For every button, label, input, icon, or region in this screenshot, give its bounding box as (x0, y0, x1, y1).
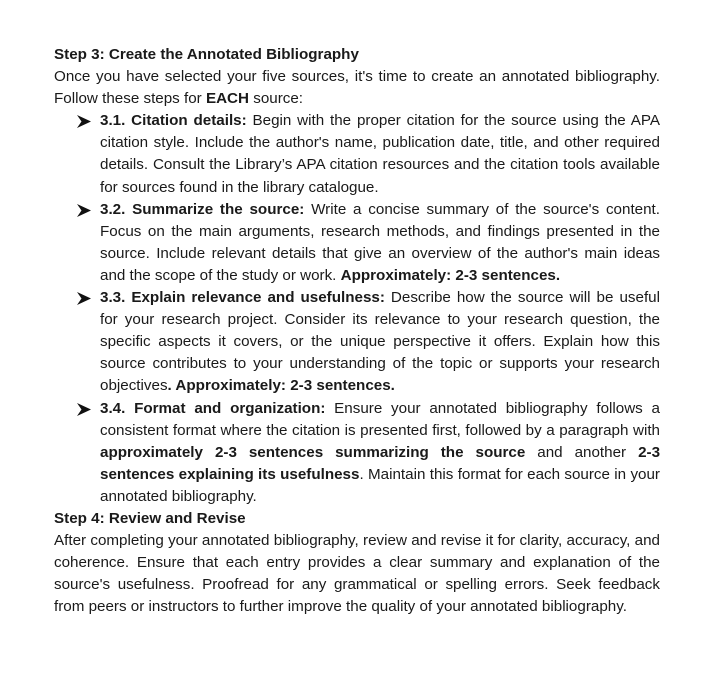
list-item-3-4 (100, 398, 660, 508)
item-text-c: . Maintain this format for each source in your annotated bibliography. (100, 465, 660, 505)
item-label: 3.1. Citation details: (100, 112, 247, 130)
item-bold-end: . Approximately: 2-3 sentences. (167, 377, 395, 395)
item-text-b: and another (525, 443, 639, 461)
step3-heading: Step 3: Create the Annotated Bibliography (54, 46, 359, 63)
item-bold-end: Approximately: 2-3 sentences. (340, 266, 561, 284)
item-label: 3.3. Explain relevance and usefulness: (100, 289, 385, 307)
step3-intro-bold: EACH (205, 90, 249, 108)
item-bold-b: 2-3 sentences explaining its usefulness (100, 443, 661, 483)
step4-heading: Step 4: Review and Revise (54, 509, 246, 527)
item-text: Describe how the source will be useful for your research project. Consider its relevance to your research question, the specific aspects it covers, or the unique perspective it offers. Explain how this source contributes to your understanding of the topic or supports your research objectives (100, 289, 660, 395)
arrowhead-bullet-icon (77, 110, 91, 132)
item-label: 3.2. Summarize the source: (100, 200, 305, 218)
item-text: Begin with the proper citation for the source using the APA citation style. Include the author's name, publication date, title, and other required details. Consult the Library’s APA citation resources and the citation tools available for sources found in the library catalogue. (100, 112, 661, 196)
list-item-3-2 (100, 199, 660, 287)
item-label: 3.4. Format and organization: (100, 399, 326, 417)
step3-list (54, 110, 660, 508)
arrowhead-bullet-icon (77, 287, 91, 309)
step3-intro-start: Once you have selected your five sources, it's time to create an annotated bibliography. Follow these steps for (54, 68, 660, 108)
step3-intro-end: source: (249, 90, 304, 108)
list-item-3-1 (100, 110, 660, 198)
arrowhead-bullet-icon (77, 199, 91, 221)
document-page (54, 44, 660, 618)
item-bold-a: approximately 2-3 sentences summarizing the source (100, 443, 526, 461)
item-text-a: Ensure your annotated bibliography follows a consistent format where the citation is presented first, followed by a paragraph with (100, 399, 660, 439)
arrowhead-bullet-icon (77, 398, 91, 420)
item-text: Write a concise summary of the source's content. Focus on the main arguments, research methods, and findings presented in the source. Include relevant details that give an overview of the author's main ideas and the scope of the study or work. (100, 200, 660, 284)
step4-body: After completing your annotated bibliography, review and revise it for clarity, accuracy, and coherence. Ensure that each entry provides a clear summary and explanation of the source's usefulness. Proofread for any grammatical or spelling errors. Seek feedback from peers or instructors to further improve the quality of your annotated bibliography. (54, 532, 660, 616)
list-item-3-3 (100, 287, 660, 397)
step3-intro (54, 66, 660, 110)
